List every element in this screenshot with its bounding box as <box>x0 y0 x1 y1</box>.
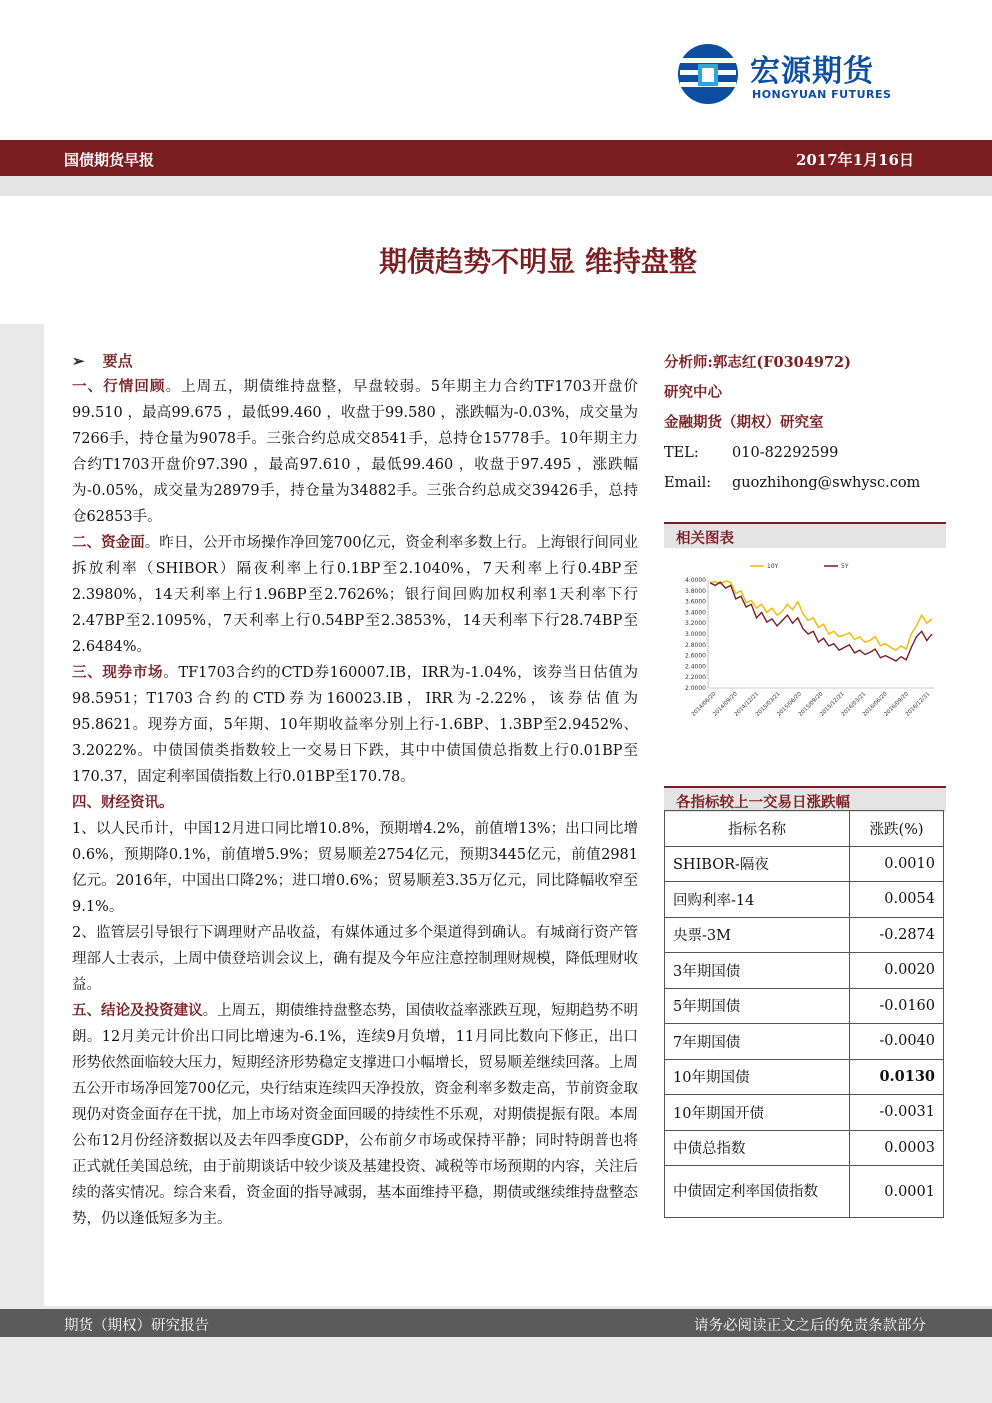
table-header-row <box>665 811 944 847</box>
news-item-1: 1、以人民币计，中国12月进口同比增10.8%，预期增4.2%，前值增13%；出口同比增0.6%，预期降0.1%，前值增5.9%；贸易顺差2754亿元，预期3445亿元，前值2981亿元。2016年，中国出口降2%；进口增0.6%；贸易顺差3.35万亿元，同比降幅收窄至9.1%。 <box>72 821 638 915</box>
section-news-heading: 四、财经资讯。 <box>72 794 174 811</box>
hongyuan-logo-icon <box>674 42 744 106</box>
x-tick-label: 2015/06/20 <box>776 691 804 718</box>
indicator-name: 央票-3M <box>665 917 850 953</box>
indicator-name: SHIBOR-隔夜 <box>665 846 850 882</box>
table-row <box>665 1059 944 1095</box>
report-header-bar <box>0 140 992 176</box>
indicator-name: 10年期国债 <box>665 1059 850 1095</box>
header-strip <box>0 176 992 196</box>
related-chart-heading: 相关图表 <box>664 522 946 548</box>
key-points-heading: ➢ 要点 <box>72 352 133 370</box>
footer-disclaimer: 请务必阅读正文之后的免责条款部分 <box>694 1318 926 1334</box>
indicator-change: -0.0040 <box>850 1024 944 1060</box>
indicator-name: 5年期国债 <box>665 988 850 1024</box>
indicator-change: 0.0020 <box>850 953 944 989</box>
report-type: 国债期货早报 <box>64 151 155 169</box>
indicator-name: 中债总指数 <box>665 1130 850 1166</box>
y-tick-label: 3.6000 <box>685 598 706 606</box>
y-tick-label: 3.8000 <box>685 587 706 595</box>
table-row <box>665 1130 944 1166</box>
col-indicator-name: 指标名称 <box>665 811 850 847</box>
y-tick-label: 3.0000 <box>685 631 706 638</box>
x-tick-label: 2014/09/20 <box>712 691 739 718</box>
x-tick-label: 2015/03/21 <box>754 691 782 718</box>
indicator-name: 3年期国债 <box>665 953 850 989</box>
header-band <box>0 0 992 140</box>
indicator-change: 0.0054 <box>850 882 944 918</box>
indicator-name: 回购利率-14 <box>665 882 850 918</box>
table-row <box>665 917 944 953</box>
y-tick-label: 2.0000 <box>685 685 706 692</box>
indicator-change: -0.0031 <box>850 1095 944 1131</box>
title-area <box>0 196 992 324</box>
document-title: 期债趋势不明显 维持盘整 <box>379 245 697 278</box>
main-column <box>72 348 638 1232</box>
indicator-name: 10年期国开债 <box>665 1095 850 1131</box>
indicator-table <box>664 810 944 1218</box>
y-tick-label: 2.4000 <box>685 663 706 671</box>
yield-chart <box>668 552 940 740</box>
indicator-name: 中债固定利率国债指数 <box>665 1166 850 1218</box>
section-conclusion: 五、结论及投资建议。上周五，期债维持盘整态势，国债收益率涨跌互现，短期趋势不明朗。12月美元计价出口同比增速为-6.1%，连续9月负增，11月同比数向下修正，出口形势依然面临较大压力，短期经济形势稳定支撑进口小幅增长，贸易顺差继续回落。上周五公开市场净回笼700亿元，央行结束连续四天净投放，资金利率多数走高，节前资金取现仍对资金面存在干扰，加上市场对资金面回暖的持续性不乐观，对期债提振有限。本周公布12月份经济数据以及去年四季度GDP，公布前夕市场或保持平静；同时特朗普也将正式就任美国总统，由于前期谈话中较少谈及基建投资、减税等市场预期的内容，关注后续的落实情况。综合来看，资金面的指导减弱，基本面维持平稳，期债或继续维持盘整态势，仍以逢低短多为主。 <box>72 1002 639 1227</box>
analyst-name: 分析师:郭志红(F0304972) <box>664 354 851 371</box>
y-tick-label: 3.2000 <box>685 620 706 628</box>
analyst-subdept: 金融期货（期权）研究室 <box>664 414 824 431</box>
x-tick-label: 2016/03/21 <box>840 691 868 718</box>
report-date: 2017年1月16日 <box>795 151 914 169</box>
y-tick-label: 2.2000 <box>685 674 706 682</box>
table-row <box>665 988 944 1024</box>
analyst-tel: TEL: 010-82292599 <box>664 445 839 461</box>
indicator-change: -0.0160 <box>850 988 944 1024</box>
footer-left: 期货（期权）研究报告 <box>64 1318 209 1334</box>
news-item-2: 2、监管层引导银行下调理财产品收益，有媒体通过多个渠道得到确认。有城商行资产管理部人士表示，上周中债登培训会议上，确有提及今年应注意控制理财规模，降低理财收益。 <box>72 925 638 993</box>
brand-logo <box>674 42 924 106</box>
x-tick-label: 2015/09/20 <box>797 691 825 718</box>
legend-label: 5Y <box>841 563 849 570</box>
brand-name-en: HONGYUAN FUTURES <box>752 88 892 101</box>
indicator-change: 0.0003 <box>850 1130 944 1166</box>
y-tick-label: 3.4000 <box>685 609 706 617</box>
y-tick-label: 2.6000 <box>685 652 706 660</box>
arrow-bullet-icon: ➢ <box>72 352 85 370</box>
col-change: 涨跌(%) <box>850 811 944 847</box>
x-tick-label: 2016/09/20 <box>883 691 911 718</box>
x-tick-label: 2014/06/20 <box>690 691 718 718</box>
table-row <box>665 846 944 882</box>
indicator-change: 0.0010 <box>850 846 944 882</box>
y-tick-label: 4.0000 <box>685 577 706 584</box>
x-tick-label: 2016/06/20 <box>861 691 889 718</box>
y-tick-label: 2.8000 <box>685 641 706 649</box>
x-tick-label: 2016/12/31 <box>904 691 932 718</box>
table-row <box>665 882 944 918</box>
section-cash-bond: 三、现券市场。TF1703合约的CTD券160007.IB，IRR为-1.04%，该券当日估值为98.5951；T1703合约的CTD券为160023.IB，IRR为-2.22%，该券估值为95.8621。现券方面，5年期、10年期收益率分别上行-1.6BP、1.3BP至2.9452%、3.2022%。中债国债类指数较上一交易日下跌，其中中债国债总指数上行0.01BP至170.37，固定利率国债指数上行0.01BP至170.78。 <box>72 664 638 785</box>
table-heading: 各指标较上一交易日涨跌幅 <box>664 786 946 812</box>
analyst-info <box>664 348 946 498</box>
analyst-email: Email: guozhihong@swhysc.com <box>664 475 921 491</box>
x-tick-label: 2014/12/21 <box>733 691 761 718</box>
analyst-dept: 研究中心 <box>664 384 722 401</box>
indicator-change: -0.2874 <box>850 917 944 953</box>
brand-name-cn: 宏源期货 <box>750 54 874 89</box>
table-row <box>665 953 944 989</box>
footer-bar <box>0 1309 992 1337</box>
legend-label: 10Y <box>767 563 779 570</box>
table-row <box>665 1166 944 1218</box>
indicator-name: 7年期国债 <box>665 1024 850 1060</box>
table-row <box>665 1095 944 1131</box>
section-funding: 二、资金面。昨日，公开市场操作净回笼700亿元，资金利率多数上行。上海银行间同业拆放利率（SHIBOR）隔夜利率上行0.1BP至2.1040%，7天利率上行0.4BP至2.3980%，14天利率上行1.96BP至2.7626%；银行间回购加权利率1天利率下行2.47BP至2.1095%，7天利率上行0.54BP至2.3853%，14天利率下行28.74BP至2.6484%。 <box>72 534 638 655</box>
indicator-change: 0.0001 <box>850 1166 944 1218</box>
yield-chart-svg <box>668 552 940 740</box>
indicator-change: 0.0130 <box>850 1059 944 1095</box>
table-row <box>665 1024 944 1060</box>
x-tick-label: 2015/12/21 <box>819 691 846 718</box>
section-market-review: 一、行情回顾。上周五，期债维持盘整，早盘较弱。5年期主力合约TF1703开盘价99.510 ，最高99.675 ，最低99.460 ，收盘于99.580 ，涨跌幅为-0.03%，成交量为7266手，持仓量为9078手。三张合约总成交8541手，总持仓15778手。10年期主力合约T1703开盘价97.390 ，最高97.610 ，最低99.460 ，收盘于97.495 ，涨跌幅为-0.05%，成交量为28979手，持仓量为34882手。三张合约总成交39426手，总持仓62853手。 <box>72 378 639 525</box>
